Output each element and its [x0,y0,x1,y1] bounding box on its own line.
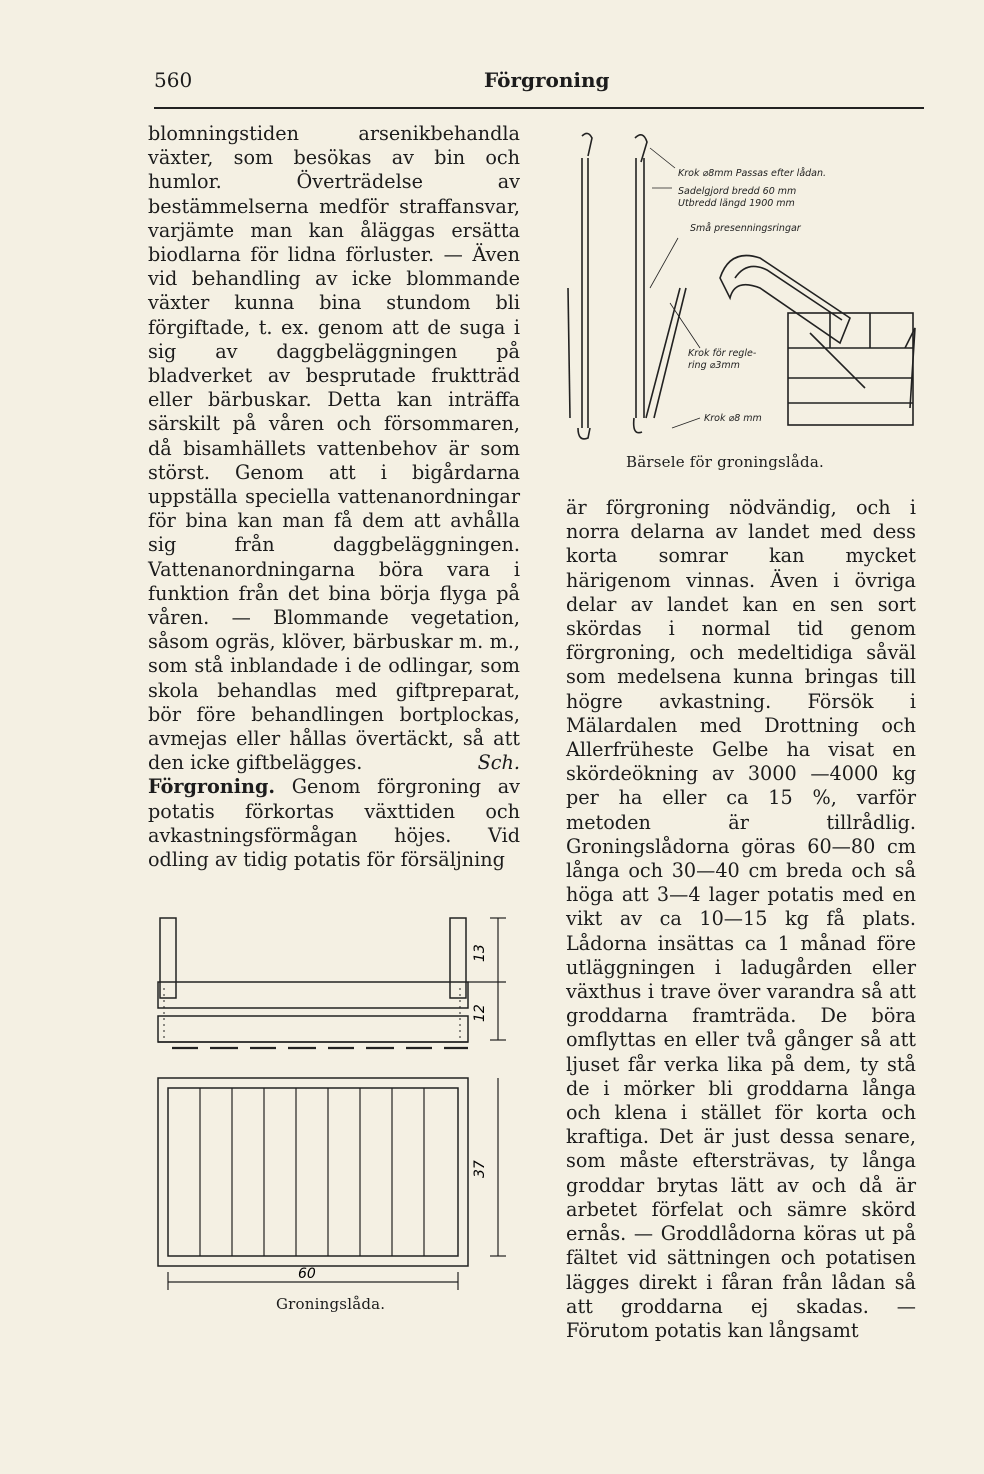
note-hook-bottom: Krok ⌀8 mm [704,413,762,424]
paragraph [566,496,916,1343]
page-header [154,68,924,98]
harness-figure [560,128,920,448]
entry-heading: Förgroning. [148,775,276,799]
paragraph-text: Genom förgroning av potatis förkortas växttiden och avkastningsförmågan höjes. Vid odling av tidig potatis för försäljning [148,775,520,872]
paragraph-text: är förgroning nödvändig, och i norra delarna av landet med dess korta somrar kan mycket härigenom vinnas. Även i övriga delar av landet kan en sen sort skördas i normal tid genom förgroning, och medeltidiga såväl som medelsena kunna bringas till högre avkastning. Försök i Mälardalen med Drottning och Allerfrüheste Gelbe ha visat en skördeökning av 3000 —4000 kg per ha eller ca 15 %, varför metoden är tillrådlig. Groningslådorna göras 60—80 cm långa och 30—40 cm breda och så höga att 3—4 lager potatis med en vikt av ca 10—15 kg få plats. Lådorna insättas ca 1 månad före utläggningen i ladugården eller växthus i trave över varandra så att groddarna framträda. De böra omflyttas en eller två gånger så att ljuset får verka lika på dem, ty stå de i mörker bli groddarna långa och klena i stället för korta och kraftiga. Det är just dessa senare, som måste eftersträvas, ty långa groddar brytas lätt av och då är arbetet förfelat och sämre skörd ernås. — Groddlådorna köras ut på fältet vid sättningen och potatisen lägges direkt i fåran från lådan så att groddarna ej skadas. — Förutom potatis kan långsamt [566,496,916,1342]
note-hook: Krok ⌀8mm Passas efter lådan. [678,168,827,179]
author-signature: Sch. [477,751,520,775]
right-column [566,496,916,1343]
bottom-hook-icon [578,428,590,439]
paragraph-text: blomningstiden arsenikbehandla växter, som besökas av bin och humlor. Överträdelse av bestämmelserna medför straffansvar, varjämte man kan åläggas ersätta biodlarna för lidna förluster. — Även vid behandling av icke blommande växter kunna bina stundom bli förgiftade, t. ex. genom att de suga i sig av daggbeläggningen på bladverket av besprutade fruktträd eller bärbuskar. Detta kan inträffa särskilt på våren och försommaren, då bisamhällets vattenbehov är som störst. Genom att i bigårdarna uppställa speciella vattenanordningar för bina kan man få dem att avhålla sig från daggbeläggningen. Vattenanordningarna böra vara i funktion från det bina börja flyga på våren. — Blommande vegetation, såsom ogräs, klöver, bärbuskar m. m., som stå inblandade i de odlingar, som skola behandlas med giftpreparat, bör före behandlingen bortplockas, avmejas eller hållas övertäckt, så att den icke giftbelägges. [148,122,520,775]
note-strap-length: Utbredd längd 1900 mm [678,198,795,209]
paragraph [148,122,520,775]
note-hook-rule-2: ring ⌀3mm [688,360,740,371]
page-number: 560 [154,68,193,92]
top-hook-icon [582,133,592,156]
header-rule [154,107,924,109]
dimension-depth: 37 [472,1160,488,1178]
dimension-width: 60 [298,1266,316,1282]
running-head: Förgroning [484,68,610,92]
dimension-height-lower: 12 [472,1004,488,1022]
box-figure [148,910,528,1290]
note-strap-width: Sadelgjord bredd 60 mm [678,186,797,197]
figure-caption: Groningslåda. [276,1295,386,1313]
left-column [148,122,520,872]
entry-paragraph [148,775,520,872]
dimension-height-upper: 13 [472,944,488,962]
note-rings: Små presenningsringar [690,223,801,234]
figure-caption: Bärsele för groningslåda. [626,453,824,471]
note-hook-rule-1: Krok för regle- [688,348,757,359]
